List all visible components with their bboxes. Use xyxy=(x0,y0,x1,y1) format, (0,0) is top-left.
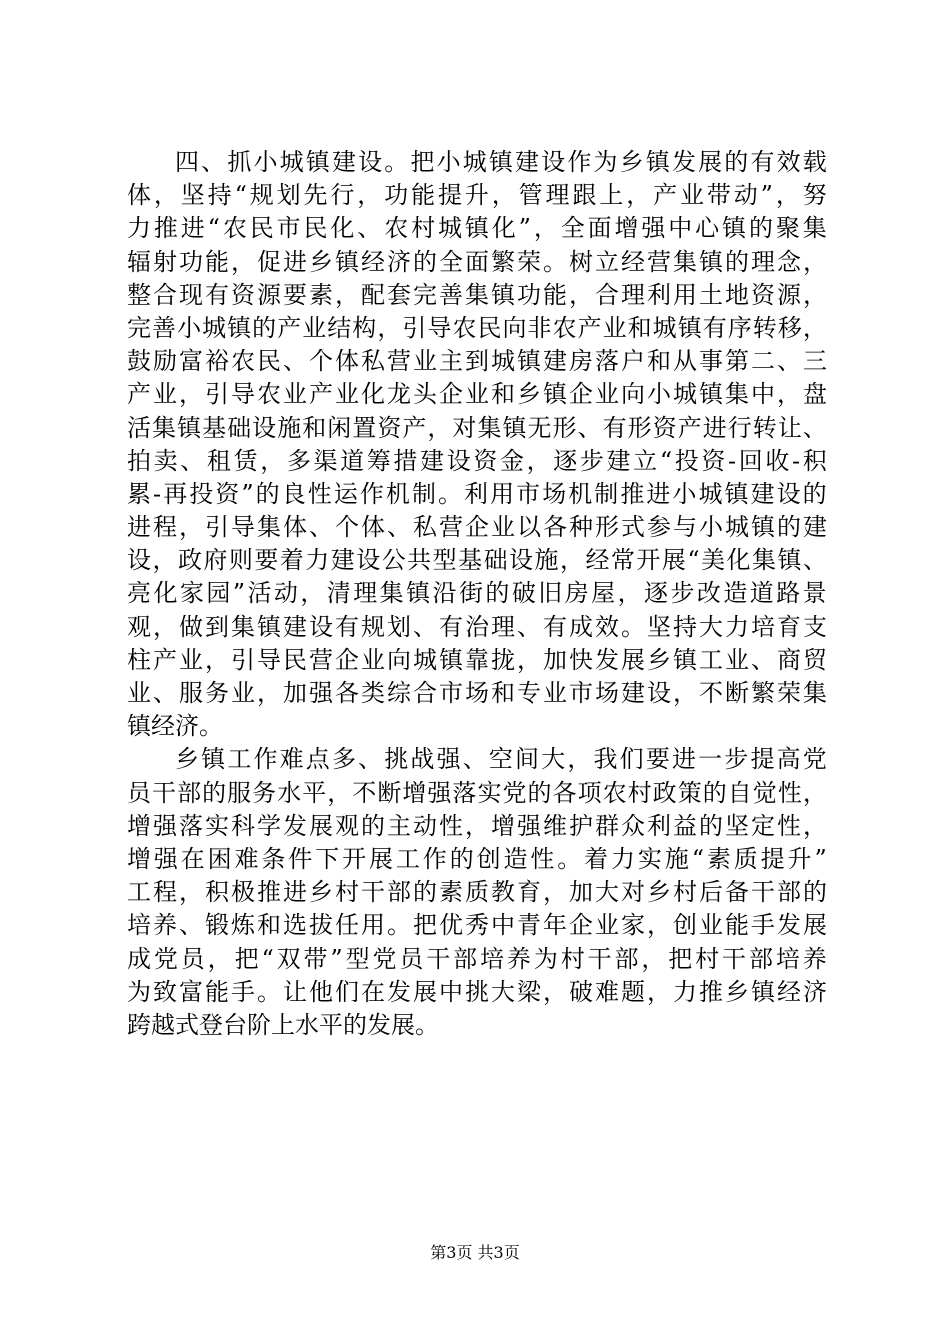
text-line: 进 程 ， 引 导 集 体 、 个 体 、 私 营 企 业 以 各 种 形 式 参 与 小 城 镇 的 建 xyxy=(127,513,827,542)
text-line: 整 合 现 有 资 源 要 素 ， 配 套 完 善 集 镇 功 能 ， 合 理 利 用 土 地 资 源 ， xyxy=(127,280,827,309)
text-line: 四 、 抓 小 城 镇 建 设 。 把 小 城 镇 建 设 作 为 乡 镇 发 展 的 有 效 载 xyxy=(175,148,827,176)
text-line: 辐 射 功 能 ， 促 进 乡 镇 经 济 的 全 面 繁 荣 。 树 立 经 营 集 镇 的 理 念 ， xyxy=(127,247,827,276)
text-line: 亮 化 家 园 ” 活 动 ， 清 理 集 镇 沿 街 的 破 旧 房 屋 ， 逐 步 改 造 道 路 景 xyxy=(127,579,827,608)
text-line: 柱 产 业 ， 引 导 民 营 企 业 向 城 镇 靠 拢 ， 加 快 发 展 乡 镇 工 业 、 商 贸 xyxy=(127,645,827,674)
text-line: 为 致 富 能 手 。 让 他 们 在 发 展 中 挑 大 梁 ， 破 难 题 ， 力 推 乡 镇 经 济 xyxy=(127,977,827,1006)
text-line: 员 干 部 的 服 务 水 平 ， 不 断 增 强 落 实 党 的 各 项 农 村 政 策 的 自 觉 性 ， xyxy=(127,778,827,807)
text-line: 业 、 服 务 业 ， 加 强 各 类 综 合 市 场 和 专 业 市 场 建 设 ， 不 断 繁 荣 集 xyxy=(127,679,827,707)
page-number-footer: 第3页 共3页 xyxy=(430,1243,520,1262)
text-line: 完 善 小 城 镇 的 产 业 结 构 ， 引 导 农 民 向 非 农 产 业 和 城 镇 有 序 转 移 ， xyxy=(127,313,827,342)
text-line: 培 养 、 锻 炼 和 选 拔 任 用 。 把 优 秀 中 青 年 企 业 家 ， 创 业 能 手 发 展 xyxy=(127,911,827,940)
text-line: 鼓 励 富 裕 农 民 、 个 体 私 营 业 主 到 城 镇 建 房 落 户 和 从 事 第 二 、 三 xyxy=(127,347,827,376)
text-line: 设 ， 政 府 则 要 着 力 建 设 公 共 型 基 础 设 施 ， 经 常 开 展 “ 美 化 集 镇 、 xyxy=(127,546,827,575)
text-line: 增 强 在 困 难 条 件 下 开 展 工 作 的 创 造 性 。 着 力 实 施 “ 素 质 提 升 ” xyxy=(127,844,827,873)
text-line: 拍 卖 、 租 赁 ， 多 渠 道 筹 措 建 设 资 金 ， 逐 步 建 立 “ 投 资 - 回 收 - 积 xyxy=(127,446,827,475)
text-line: 增 强 落 实 科 学 发 展 观 的 主 动 性 ， 增 强 维 护 群 众 利 益 的 坚 定 性 ， xyxy=(127,811,827,840)
text-line: 工 程 ， 积 极 推 进 乡 村 干 部 的 素 质 教 育 ， 加 大 对 乡 村 后 备 干 部 的 xyxy=(127,878,827,907)
document-body xyxy=(127,146,827,1042)
text-line: 跨越式登台阶上水平的发展。 xyxy=(127,1010,439,1039)
text-line: 活 集 镇 基 础 设 施 和 闲 置 资 产 ， 对 集 镇 无 形 、 有 形 资 产 进 行 转 让 、 xyxy=(127,413,827,442)
paragraph-small-town-construction xyxy=(127,146,827,743)
text-line: 产 业 ， 引 导 农 业 产 业 化 龙 头 企 业 和 乡 镇 企 业 向 小 城 镇 集 中 ， 盘 xyxy=(127,380,827,409)
text-line: 乡 镇 工 作 难 点 多 、 挑 战 强 、 空 间 大 ， 我 们 要 进 一 步 提 高 党 xyxy=(175,745,827,774)
text-line: 镇经济。 xyxy=(127,712,223,741)
text-line: 体 ， 坚 持 “ 规 划 先 行 ， 功 能 提 升 ， 管 理 跟 上 ， 产 业 带 动 ” ， 努 xyxy=(127,181,827,210)
text-line: 力 推 进 “ 农 民 市 民 化 、 农 村 城 镇 化 ” ， 全 面 增 强 中 心 镇 的 聚 集 xyxy=(127,214,827,243)
text-line: 成 党 员 ， 把 “ 双 带 ” 型 党 员 干 部 培 养 为 村 干 部 ， 把 村 干 部 培 养 xyxy=(127,944,827,973)
paragraph-township-work xyxy=(127,743,827,1042)
text-line: 累 - 再 投 资 ” 的 良 性 运 作 机 制 。 利 用 市 场 机 制 推 进 小 城 镇 建 设 的 xyxy=(127,479,827,508)
text-line: 观 ， 做 到 集 镇 建 设 有 规 划 、 有 治 理 、 有 成 效 。 坚 持 大 力 培 育 支 xyxy=(127,612,827,641)
